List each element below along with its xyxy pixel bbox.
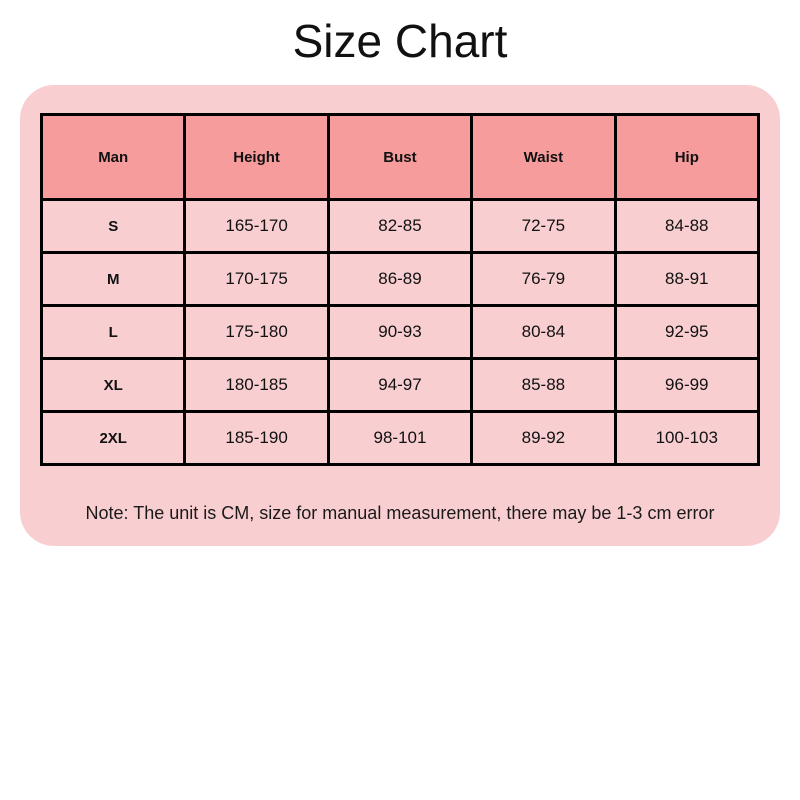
size-cell: S — [42, 200, 185, 253]
value-cell: 98-101 — [328, 412, 471, 465]
table-row-m — [42, 253, 759, 306]
size-chart-table — [40, 113, 760, 466]
value-cell: 72-75 — [472, 200, 615, 253]
header-cell-hip: Hip — [615, 115, 758, 200]
value-cell: 92-95 — [615, 306, 758, 359]
size-cell: XL — [42, 359, 185, 412]
value-cell: 86-89 — [328, 253, 471, 306]
size-cell: L — [42, 306, 185, 359]
value-cell: 84-88 — [615, 200, 758, 253]
page-title: Size Chart — [292, 15, 508, 67]
size-chart-panel — [20, 85, 780, 546]
value-cell: 185-190 — [185, 412, 328, 465]
value-cell: 165-170 — [185, 200, 328, 253]
value-cell: 170-175 — [185, 253, 328, 306]
header-cell-waist: Waist — [472, 115, 615, 200]
value-cell: 80-84 — [472, 306, 615, 359]
table-row-xl — [42, 359, 759, 412]
value-cell: 88-91 — [615, 253, 758, 306]
value-cell: 94-97 — [328, 359, 471, 412]
value-cell: 76-79 — [472, 253, 615, 306]
note-text: Note: The unit is CM, size for manual measurement, there may be 1-3 cm error — [85, 503, 715, 523]
size-cell: M — [42, 253, 185, 306]
table-row-2xl — [42, 412, 759, 465]
header-row — [42, 115, 759, 200]
value-cell: 90-93 — [328, 306, 471, 359]
value-cell: 89-92 — [472, 412, 615, 465]
value-cell: 100-103 — [615, 412, 758, 465]
header-cell-man: Man — [42, 115, 185, 200]
value-cell: 96-99 — [615, 359, 758, 412]
table-row-s — [42, 200, 759, 253]
header-cell-height: Height — [185, 115, 328, 200]
header-cell-bust: Bust — [328, 115, 471, 200]
value-cell: 82-85 — [328, 200, 471, 253]
table-row-l — [42, 306, 759, 359]
size-cell: 2XL — [42, 412, 185, 465]
value-cell: 175-180 — [185, 306, 328, 359]
value-cell: 180-185 — [185, 359, 328, 412]
value-cell: 85-88 — [472, 359, 615, 412]
